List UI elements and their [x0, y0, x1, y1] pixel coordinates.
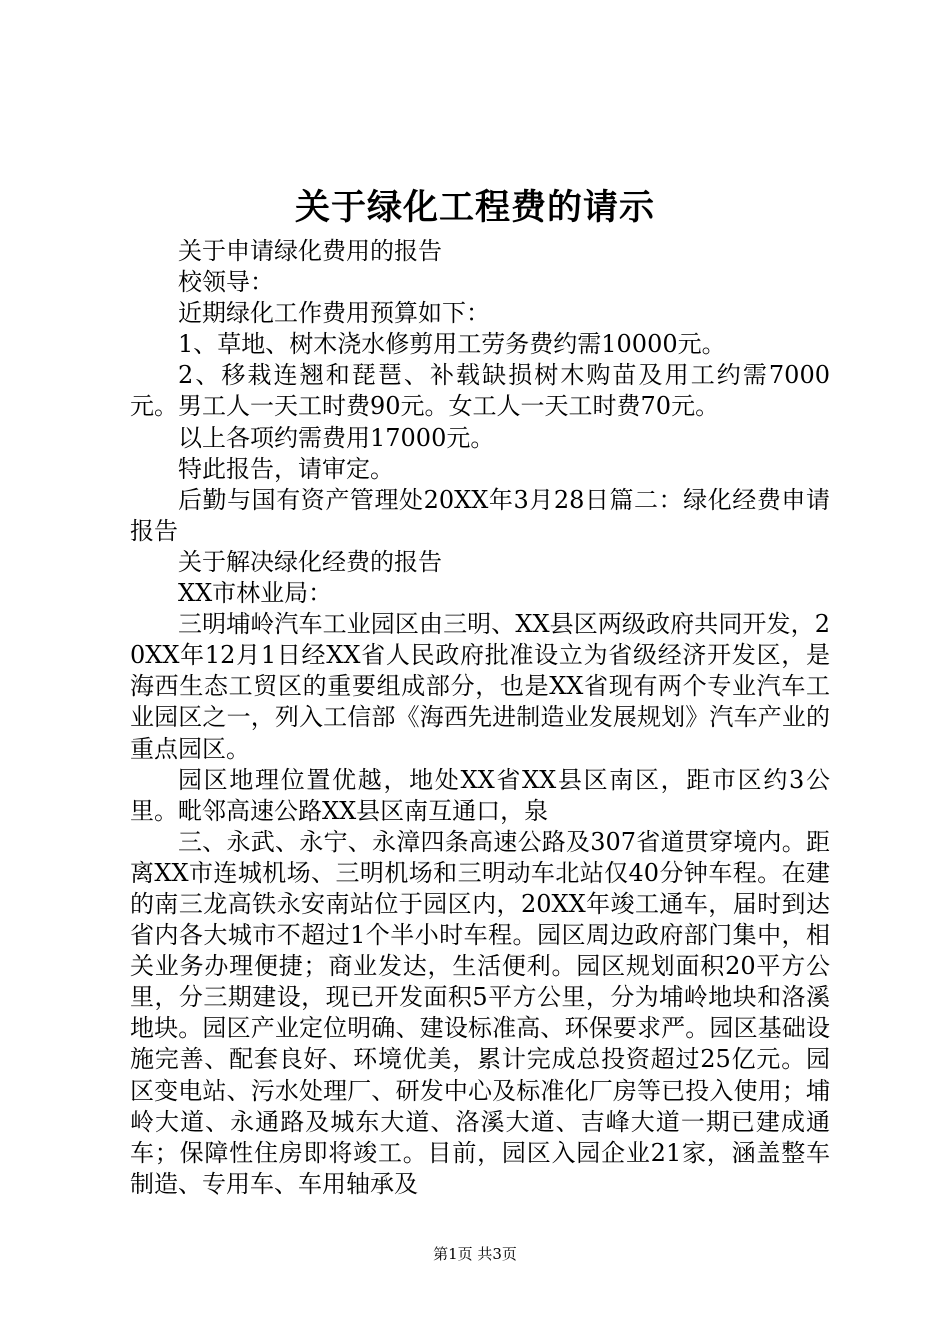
paragraph: 特此报告，请审定。: [178, 454, 394, 483]
paragraph: 以上各项约需费用17000元。: [178, 423, 495, 452]
document-body: [130, 236, 830, 1200]
paragraph: 2、移栽连翘和琵琶、补载缺损树木购苗及用工约需7000元。男工人一天工时费90元。女工人一天工时费70元。: [130, 361, 830, 421]
paragraph: 三明埔岭汽车工业园区由三明、XX县区两级政府共同开发，20XX年12月1日经XX省人民政府批准设立为省级经济开发区，是海西生态工贸区的重要组成部分，也是XX省现有两个专业汽车工业园区之一，列入工信部《海西先进制造业发展规划》汽车产业的重点园区。: [130, 610, 830, 763]
paragraph: 关于解决绿化经费的报告: [178, 547, 442, 576]
paragraph: 关于申请绿化费用的报告: [178, 237, 442, 265]
paragraph: 校领导：: [178, 268, 274, 297]
page-footer: 第1页 共3页: [433, 1245, 517, 1263]
paragraph: 近期绿化工作费用预算如下：: [178, 299, 490, 328]
paragraph: 1、草地、树木浇水修剪用工劳务费约需10000元。: [178, 330, 726, 359]
document-title: 关于绿化工程费的请示: [294, 188, 655, 228]
paragraph: 园区地理位置优越，地处XX省XX县区南区，距市区约3公里。毗邻高速公路XX县区南互通口，泉: [130, 765, 830, 825]
paragraph: 后勤与国有资产管理处20XX年3月28日篇二：绿化经费申请报告: [130, 485, 830, 545]
paragraph: XX市林业局：: [178, 579, 333, 608]
paragraph: 三、永武、永宁、永漳四条高速公路及307省道贯穿境内。距离XX市连城机场、三明机场和三明动车北站仅40分钟车程。在建的南三龙高铁永安南站位于园区内，20XX年竣工通车，届时到达省内各大城市不超过1个半小时车程。园区周边政府部门集中，相关业务办理便捷；商业发达，生活便利。园区规划面积20平方公里，分三期建设，现已开发面积5平方公里，分为埔岭地块和洛溪地块。园区产业定位明确、建设标准高、环保要求严。园区基础设施完善、配套良好、环境优美，累计完成总投资超过25亿元。园区变电站、污水处理厂、研发中心及标准化厂房等已投入使用；埔岭大道、永通路及城东大道、洛溪大道、吉峰大道一期已建成通车；保障性住房即将竣工。目前，园区入园企业21家，涵盖整车制造、专用车、车用轴承及: [130, 827, 830, 1198]
